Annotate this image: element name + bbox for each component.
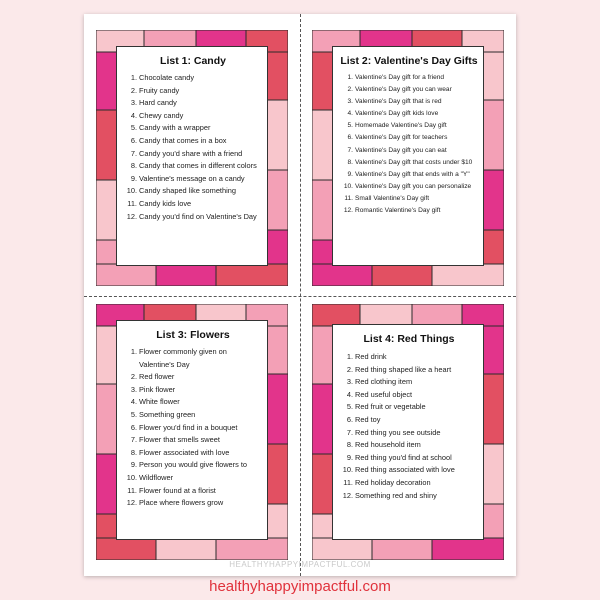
item-number: 2. [130, 85, 137, 95]
card-title: List 4: Red Things [363, 333, 455, 345]
item-text: Small Valentine's Day gift [355, 194, 430, 202]
frame-patch [482, 374, 504, 444]
list-item [339, 364, 479, 377]
list-item [123, 110, 263, 123]
item-number: 8. [130, 447, 137, 457]
item-text: Red thing you'd find at school [355, 452, 452, 462]
item-text: Valentine's Day gift you can personalize [355, 182, 472, 190]
frame-patch [432, 538, 504, 560]
frame-patch [312, 240, 334, 264]
list-item [339, 193, 479, 205]
item-text: Red flower [139, 372, 175, 382]
item-number: 4. [130, 397, 137, 407]
frame-patch [312, 514, 334, 538]
frame-patch [312, 326, 334, 384]
list-item [339, 439, 479, 452]
list-item [123, 211, 263, 224]
frame-patch [266, 230, 288, 264]
footer-url[interactable]: healthyhappyimpactful.com [209, 578, 391, 595]
item-text: Something green [139, 409, 196, 419]
frame-patch [96, 454, 118, 514]
item-text: Flower that smells sweet [139, 435, 220, 445]
item-number: 8. [346, 440, 353, 450]
frame-patch [96, 110, 118, 180]
list-item [123, 135, 263, 148]
list-item [123, 148, 263, 161]
frame-patch [96, 538, 156, 560]
frame-patch [96, 384, 118, 454]
item-number: 11. [343, 477, 353, 487]
item-text: Red drink [355, 352, 387, 361]
card-list-3-flowers [96, 304, 288, 560]
list-item [123, 497, 263, 510]
frame-patch [96, 180, 118, 240]
item-text: Candy with a wrapper [139, 123, 211, 133]
item-text: Place where flowers grow [139, 498, 224, 508]
item-text: White flower [139, 397, 180, 407]
item-text: Homemade Valentine's Day gift [355, 122, 447, 130]
frame-patch [312, 304, 360, 326]
frame-patch [432, 264, 504, 286]
frame-patch [216, 264, 288, 286]
item-number: 8. [347, 158, 353, 166]
item-text: Candy you'd share with a friend [139, 148, 243, 158]
item-text: Candy that comes in a box [139, 135, 227, 145]
item-number: 10. [343, 182, 353, 190]
item-number: 3. [130, 384, 137, 394]
frame-patch [156, 538, 216, 560]
item-number: 9. [130, 173, 137, 183]
item-text: Flower commonly given on Valentine's Day [139, 347, 227, 369]
list-item [123, 85, 263, 98]
list-item [339, 157, 479, 169]
list-item [123, 122, 263, 135]
item-text: Red thing you see outside [355, 427, 441, 437]
vertical-cut-line [300, 14, 301, 576]
list-item [123, 160, 263, 173]
frame-patch [266, 326, 288, 374]
item-number: 10. [126, 472, 137, 482]
item-number: 6. [346, 414, 353, 424]
item-text: Valentine's Day gift for teachers [355, 134, 448, 142]
card-title: List 3: Flowers [156, 329, 230, 341]
item-number: 2. [347, 86, 353, 94]
list-item [123, 434, 263, 447]
frame-patch [266, 444, 288, 504]
item-text: Valentine's Day gift that is red [355, 98, 442, 106]
item-text: Something red and shiny [355, 490, 437, 500]
frame-patch [372, 264, 432, 286]
list-item [123, 384, 263, 397]
frame-patch [312, 180, 334, 240]
item-text: Wildflower [139, 472, 174, 482]
item-number: 10. [126, 186, 137, 196]
item-number: 12. [343, 207, 353, 215]
item-number: 11. [127, 198, 137, 208]
frame-patch [312, 454, 334, 514]
item-text: Valentine's Day gift kids love [355, 110, 439, 118]
list-item [123, 396, 263, 409]
frame-patch [266, 170, 288, 230]
item-text: Red holiday decoration [355, 477, 431, 487]
item-text: Candy shaped like something [139, 186, 236, 196]
frame-patch [482, 326, 504, 374]
list-item [339, 108, 479, 120]
item-list [123, 72, 263, 223]
frame-patch [482, 52, 504, 100]
list-item [339, 401, 479, 414]
item-text: Fruity candy [139, 85, 180, 95]
list-item [339, 490, 479, 503]
frame-patch [482, 230, 504, 264]
list-item [339, 181, 479, 193]
item-number: 12. [342, 490, 353, 500]
frame-patch [312, 538, 372, 560]
item-text: Flower associated with love [139, 447, 230, 457]
frame-patch [312, 264, 372, 286]
list-item [123, 97, 263, 110]
item-text: Valentine's Day gift you can eat [355, 146, 447, 154]
frame-patch [96, 264, 156, 286]
list-item [123, 198, 263, 211]
list-item [339, 376, 479, 389]
frame-patch [372, 538, 432, 560]
item-text: Valentine's message on a candy [139, 173, 245, 183]
horizontal-cut-line [84, 296, 516, 297]
item-number: 6. [130, 422, 137, 432]
list-item [339, 84, 479, 96]
item-number: 5. [130, 409, 137, 419]
list-item [123, 422, 263, 435]
card-title: List 1: Candy [160, 55, 226, 67]
item-number: 4. [346, 389, 353, 399]
item-number: 7. [347, 146, 353, 154]
list-item [123, 173, 263, 186]
item-number: 2. [130, 372, 137, 382]
list-item [339, 145, 479, 157]
item-text: Candy you'd find on Valentine's Day [139, 211, 257, 221]
frame-patch [312, 52, 334, 110]
item-text: Red household item [355, 440, 421, 450]
item-number: 1. [346, 352, 353, 361]
item-text: Candy kids love [139, 198, 192, 208]
frame-patch [482, 504, 504, 538]
item-number: 9. [346, 452, 353, 462]
item-number: 4. [347, 110, 353, 118]
frame-patch [266, 100, 288, 170]
item-text: Red thing shaped like a heart [355, 364, 452, 374]
frame-patch [96, 240, 118, 264]
item-text: Person you would give flowers to [139, 460, 248, 470]
item-number: 1. [130, 347, 137, 356]
frame-patch [482, 170, 504, 230]
frame-patch [412, 304, 462, 326]
item-number: 12. [126, 498, 137, 508]
item-text: Chewy candy [139, 110, 184, 120]
frame-patch [312, 110, 334, 180]
list-item [339, 427, 479, 440]
item-list [339, 72, 479, 217]
item-text: Candy that comes in different colors [139, 161, 257, 171]
item-text: Red clothing item [355, 377, 413, 387]
item-number: 9. [347, 170, 353, 178]
item-text: Red fruit or vegetable [355, 402, 426, 412]
frame-patch [156, 264, 216, 286]
list-item [339, 96, 479, 108]
item-number: 1. [130, 73, 137, 82]
card-list-1-candy [96, 30, 288, 286]
item-text: Valentine's Day gift that costs under $10 [355, 158, 473, 166]
item-number: 5. [347, 122, 353, 130]
list-item [339, 452, 479, 465]
list-item [339, 120, 479, 132]
frame-patch [266, 374, 288, 444]
list-item [123, 472, 263, 485]
item-number: 4. [130, 110, 137, 120]
list-item [339, 205, 479, 217]
frame-patch [216, 538, 288, 560]
card-content [116, 320, 268, 540]
item-text: Valentine's Day gift for a friend [355, 74, 445, 81]
item-text: Romantic Valentine's Day gift [355, 207, 441, 215]
item-text: Flower you'd find in a bouquet [139, 422, 238, 432]
list-item [339, 389, 479, 402]
list-item [339, 351, 479, 364]
frame-patch [482, 100, 504, 170]
frame-patch [96, 326, 118, 384]
item-number: 3. [346, 377, 353, 387]
frame-patch [96, 514, 118, 538]
frame-patch [462, 304, 504, 326]
card-title: List 2: Valentine's Day Gifts [340, 55, 478, 67]
frame-patch [266, 504, 288, 538]
item-number: 11. [127, 485, 137, 495]
item-text: Chocolate candy [139, 73, 195, 82]
frame-patch [360, 304, 412, 326]
item-number: 12. [126, 211, 137, 221]
list-item [339, 414, 479, 427]
item-number: 2. [346, 364, 353, 374]
watermark: HEALTHYHAPPYIMPACTFUL.COM [229, 560, 371, 569]
item-text: Hard candy [139, 98, 177, 108]
item-number: 7. [130, 148, 137, 158]
frame-patch [96, 52, 118, 110]
list-item [123, 72, 263, 85]
item-text: Red thing associated with love [355, 465, 455, 475]
item-text: Valentine's Day gift you can wear [355, 86, 452, 94]
item-list [339, 351, 479, 502]
list-item [339, 169, 479, 181]
frame-patch [266, 52, 288, 100]
card-list-2-gifts [312, 30, 504, 286]
item-number: 6. [347, 134, 353, 142]
item-number: 5. [130, 123, 137, 133]
list-item [339, 132, 479, 144]
item-number: 6. [130, 135, 137, 145]
frame-patch [482, 444, 504, 504]
list-item [123, 459, 263, 472]
frame-patch [312, 384, 334, 454]
item-text: Valentine's Day gift that ends with a "Y" [355, 170, 470, 178]
card-content [116, 46, 268, 266]
card-list-4-red-things [312, 304, 504, 560]
card-content [332, 46, 484, 266]
list-item [339, 72, 479, 84]
item-text: Red toy [355, 414, 381, 424]
list-item [123, 447, 263, 460]
item-number: 5. [346, 402, 353, 412]
list-item [123, 409, 263, 422]
list-item [123, 185, 263, 198]
item-text: Red useful object [355, 389, 413, 399]
item-number: 1. [347, 74, 353, 81]
item-number: 7. [130, 435, 137, 445]
item-number: 3. [347, 98, 353, 106]
list-item [123, 371, 263, 384]
printable-sheet [84, 14, 516, 576]
item-number: 11. [344, 194, 353, 202]
item-text: Flower found at a florist [139, 485, 216, 495]
item-text: Pink flower [139, 384, 176, 394]
item-number: 8. [130, 161, 137, 171]
list-item [123, 485, 263, 498]
item-number: 10. [342, 465, 353, 475]
item-number: 9. [130, 460, 137, 470]
item-number: 3. [130, 98, 137, 108]
list-item [123, 346, 263, 371]
list-item [339, 477, 479, 490]
item-list [123, 346, 263, 510]
item-number: 7. [346, 427, 353, 437]
list-item [339, 464, 479, 477]
card-content [332, 324, 484, 540]
